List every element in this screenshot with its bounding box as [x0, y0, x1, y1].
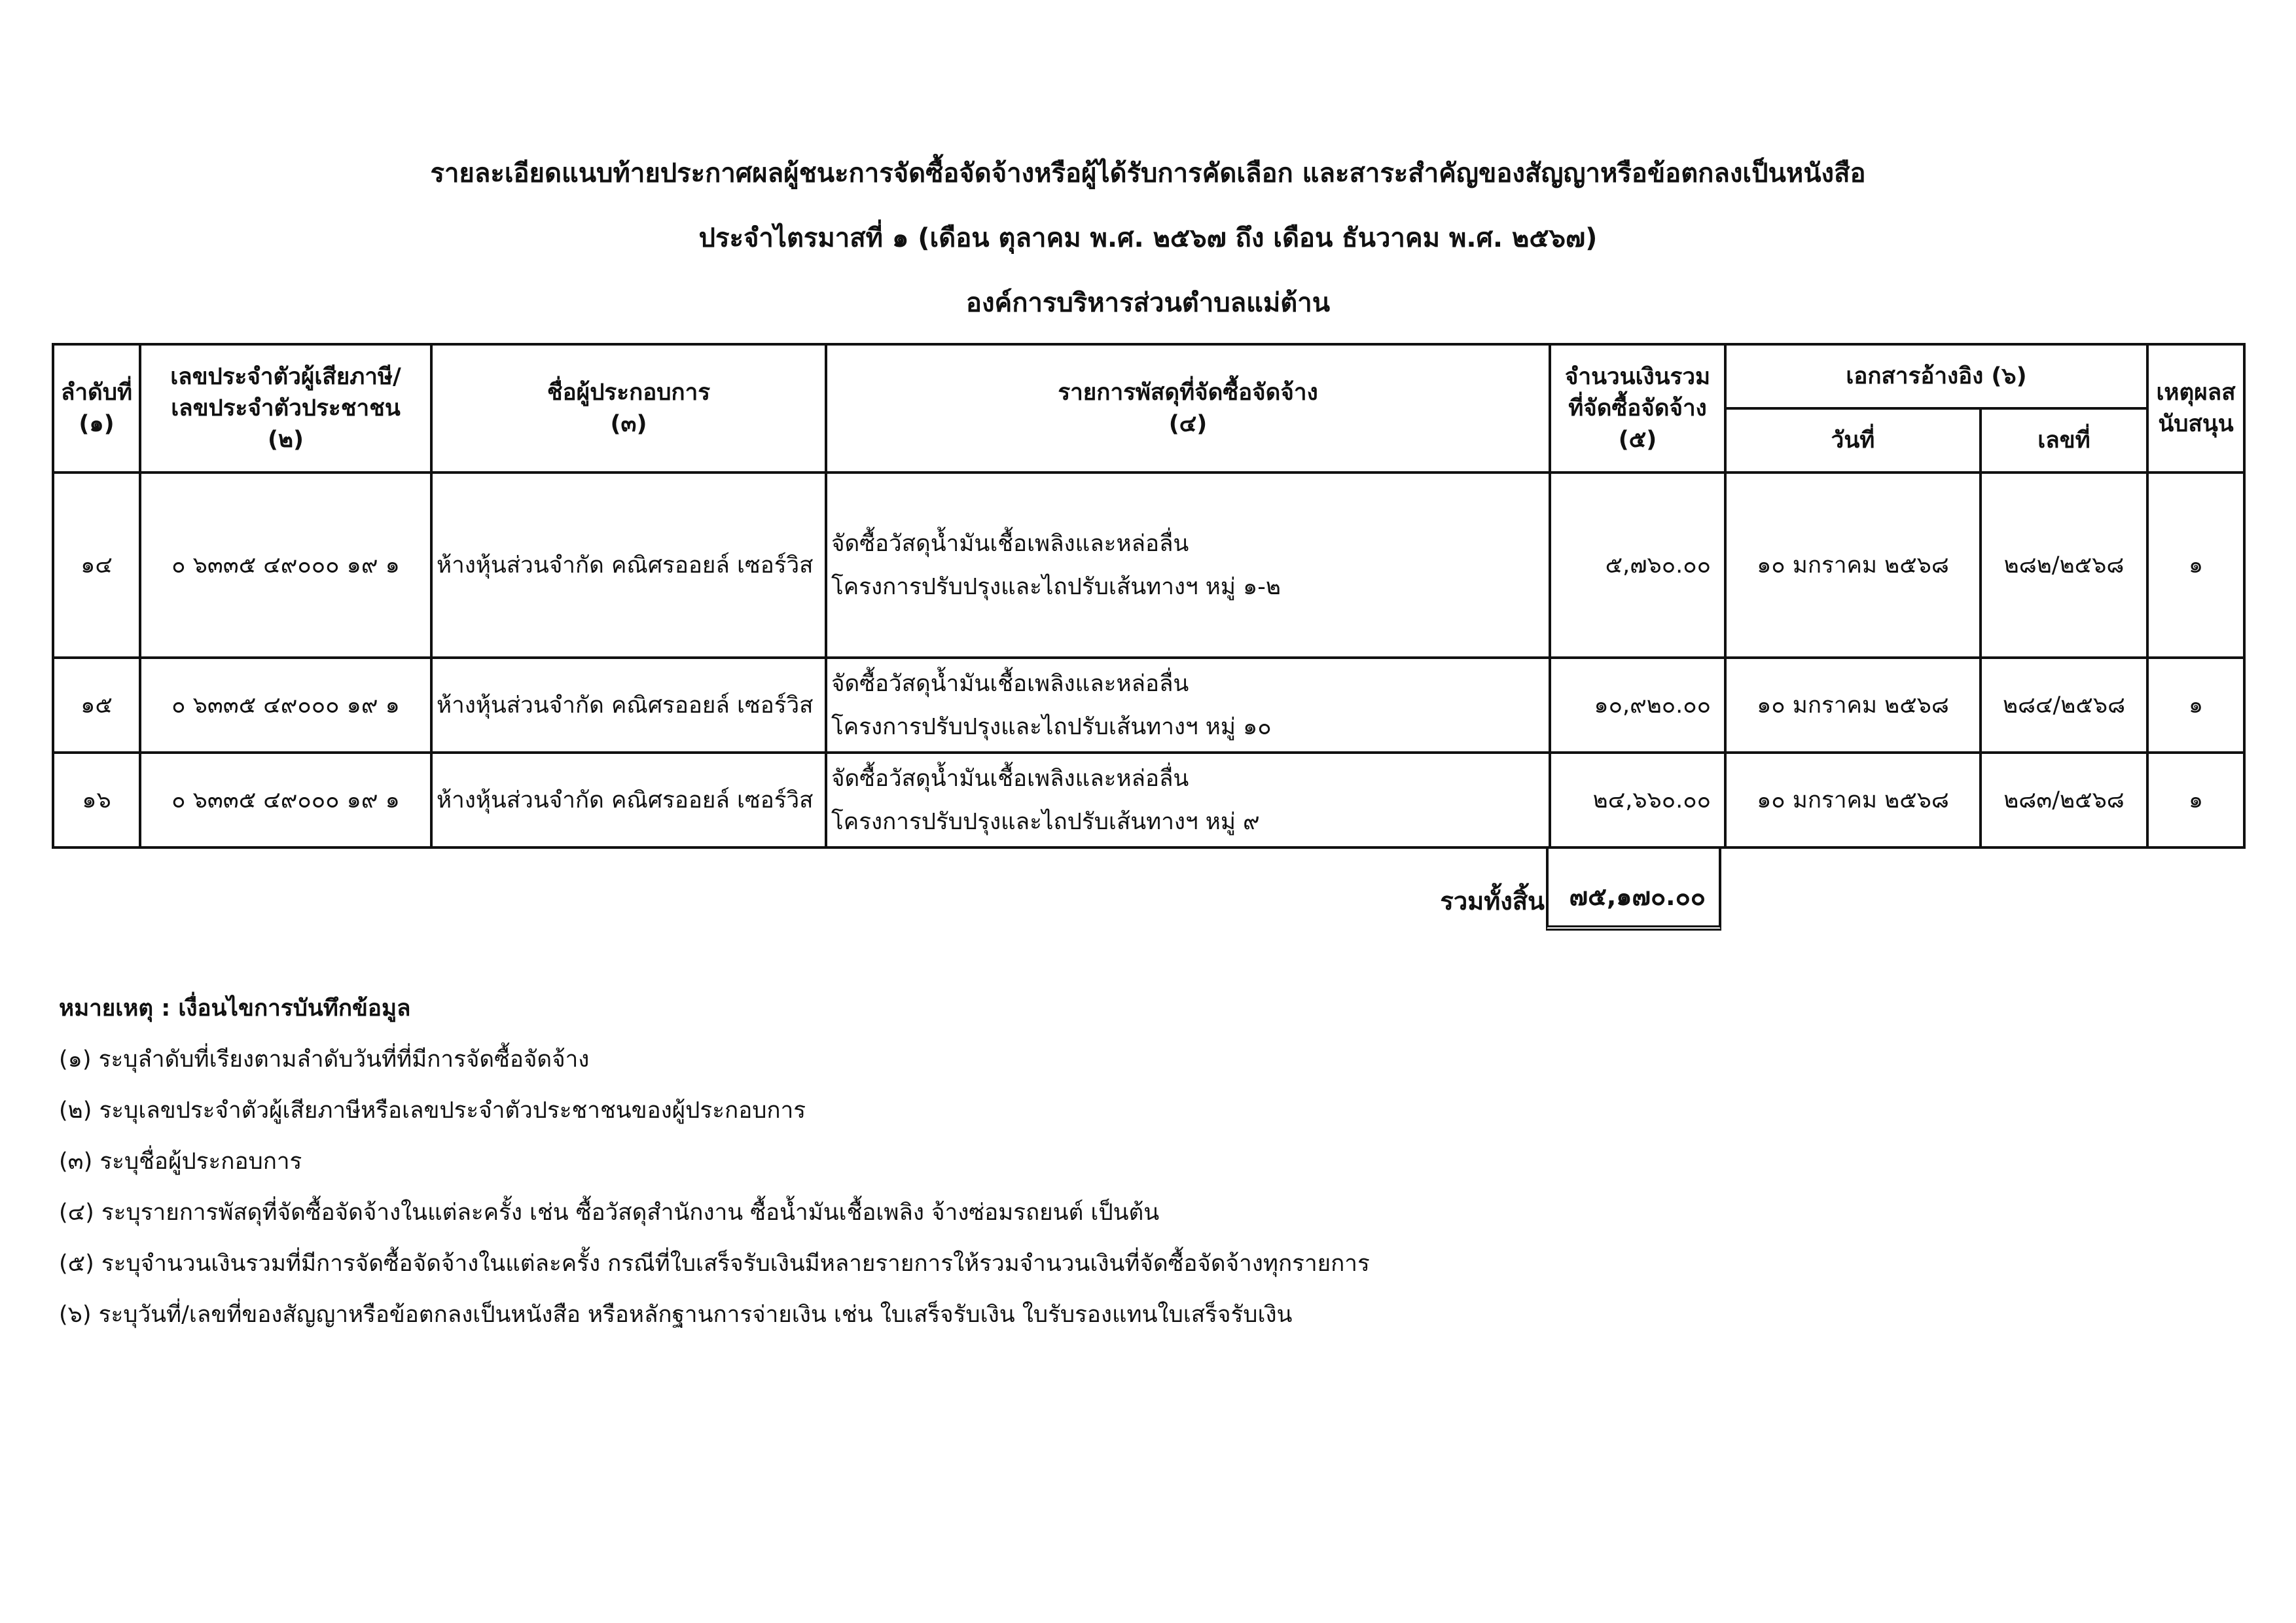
cell-item	[826, 658, 1550, 753]
note-line: (๖) ระบุวันที่/เลขที่ของสัญญาหรือข้อตกลงเป็นหนังสือ หรือหลักฐานการจ่ายเงิน เช่น ใบเสร็จรับเงิน ใบรับรองแทนใบเสร็จรับเงิน	[59, 1302, 1293, 1328]
cell-taxid: ๐ ๖๓๓๕ ๔๙๐๐๐ ๑๙ ๑	[140, 753, 431, 847]
table-row	[53, 658, 2244, 753]
col-ref-date-header: วันที่	[1725, 408, 1981, 473]
quarter-period: ประจำไตรมาสที่ ๑ (เดือน ตุลาคม พ.ศ. ๒๕๖๗ ถึง เดือน ธันวาคม พ.ศ. ๒๕๖๗)	[698, 223, 1598, 253]
cell-taxid: ๐ ๖๓๓๕ ๔๙๐๐๐ ๑๙ ๑	[140, 658, 431, 753]
cell-seq: ๑๖	[53, 753, 140, 847]
col-amount-header: จำนวนเงินรวม ที่จัดซื้อจัดจ้าง (๕)	[1550, 344, 1725, 473]
total-amount: ๗๕,๑๗๐.๐๐	[1569, 882, 1706, 911]
cell-item	[826, 753, 1550, 847]
col-vendor-header: ชื่อผู้ประกอบการ (๓)	[431, 344, 826, 473]
col-taxid-header: เลขประจำตัวผู้เสียภาษี/ เลขประจำตัวประชาชน (๒)	[140, 344, 431, 473]
cell-ref-date: ๑๐ มกราคม ๒๕๖๘	[1725, 753, 1981, 847]
cell-amount: ๒๔,๖๖๐.๐๐	[1550, 753, 1725, 847]
cell-ref-no: ๒๘๔/๒๕๖๘	[1981, 658, 2147, 753]
cell-ref-no: ๒๘๓/๒๕๖๘	[1981, 753, 2147, 847]
table-row	[53, 753, 2244, 847]
item-project: โครงการปรับปรุงและไถปรับเส้นทางฯ หมู่ ๑-๒	[831, 573, 1281, 600]
cell-reason: ๑	[2147, 473, 2244, 658]
cell-vendor: ห้างหุ้นส่วนจำกัด คณิศรออยล์ เซอร์วิส	[431, 658, 826, 753]
cell-vendor: ห้างหุ้นส่วนจำกัด คณิศรออยล์ เซอร์วิส	[431, 473, 826, 658]
cell-vendor: ห้างหุ้นส่วนจำกัด คณิศรออยล์ เซอร์วิส	[431, 753, 826, 847]
document-header	[0, 157, 2296, 319]
col-reason-header: เหตุผลสนับสนุน	[2147, 344, 2244, 473]
table-header-row	[53, 344, 2244, 408]
col-reference-header: เอกสารอ้างอิง (๖)	[1725, 344, 2147, 408]
cell-reason: ๑	[2147, 753, 2244, 847]
notes-section	[59, 993, 1370, 1350]
notes-title: หมายเหตุ : เงื่อนไขการบันทึกข้อมูล	[59, 995, 411, 1022]
item-project: โครงการปรับปรุงและไถปรับเส้นทางฯ หมู่ ๙	[831, 808, 1260, 835]
cell-ref-no: ๒๘๒/๒๕๖๘	[1981, 473, 2147, 658]
note-line: (๓) ระบุชื่อผู้ประกอบการ	[59, 1149, 302, 1175]
table-row	[53, 473, 2244, 658]
cell-taxid: ๐ ๖๓๓๕ ๔๙๐๐๐ ๑๙ ๑	[140, 473, 431, 658]
item-description: จัดซื้อวัสดุน้ำมันเชื้อเพลิงและหล่อลื่น	[831, 530, 1189, 557]
cell-ref-date: ๑๐ มกราคม ๒๕๖๘	[1725, 658, 1981, 753]
col-seq-header: ลำดับที่ (๑)	[53, 344, 140, 473]
col-item-header: รายการพัสดุที่จัดซื้อจัดจ้าง (๔)	[826, 344, 1550, 473]
document-title: รายละเอียดแนบท้ายประกาศผลผู้ชนะการจัดซื้อจัดจ้างหรือผู้ได้รับการคัดเลือก และสาระสำคัญของสัญญาหรือข้อตกลงเป็นหนังสือ	[430, 158, 1866, 188]
cell-amount: ๑๐,๙๒๐.๐๐	[1550, 658, 1725, 753]
note-line: (๔) ระบุรายการพัสดุที่จัดซื้อจัดจ้างในแต่ละครั้ง เช่น ซื้อวัสดุสำนักงาน ซื้อน้ำมันเชื้อเพลิง จ้างซ่อมรถยนต์ เป็นต้น	[59, 1200, 1160, 1226]
total-amount-box	[1546, 848, 1721, 931]
procurement-table	[52, 343, 2246, 849]
item-description: จัดซื้อวัสดุน้ำมันเชื้อเพลิงและหล่อลื่น	[831, 670, 1189, 697]
cell-reason: ๑	[2147, 658, 2244, 753]
item-description: จัดซื้อวัสดุน้ำมันเชื้อเพลิงและหล่อลื่น	[831, 765, 1189, 792]
cell-seq: ๑๔	[53, 473, 140, 658]
note-line: (๒) ระบุเลขประจำตัวผู้เสียภาษีหรือเลขประจำตัวประชาชนของผู้ประกอบการ	[59, 1097, 806, 1124]
note-line: (๑) ระบุลำดับที่เรียงตามลำดับวันที่ที่มีการจัดซื้อจัดจ้าง	[59, 1046, 590, 1073]
item-project: โครงการปรับปรุงและไถปรับเส้นทางฯ หมู่ ๑๐	[831, 713, 1272, 740]
col-ref-no-header: เลขที่	[1981, 408, 2147, 473]
cell-item	[826, 473, 1550, 658]
organization-name: องค์การบริหารส่วนตำบลแม่ต้าน	[965, 288, 1331, 318]
cell-seq: ๑๕	[53, 658, 140, 753]
note-line: (๕) ระบุจำนวนเงินรวมที่มีการจัดซื้อจัดจ้างในแต่ละครั้ง กรณีที่ใบเสร็จรับเงินมีหลายรายการให้รวมจำนวนเงินที่จัดซื้อจัดจ้างทุกรายการ	[59, 1251, 1370, 1277]
cell-amount: ๕,๗๖๐.๐๐	[1550, 473, 1725, 658]
total-label: รวมทั้งสิ้น	[1440, 887, 1545, 916]
cell-ref-date: ๑๐ มกราคม ๒๕๖๘	[1725, 473, 1981, 658]
